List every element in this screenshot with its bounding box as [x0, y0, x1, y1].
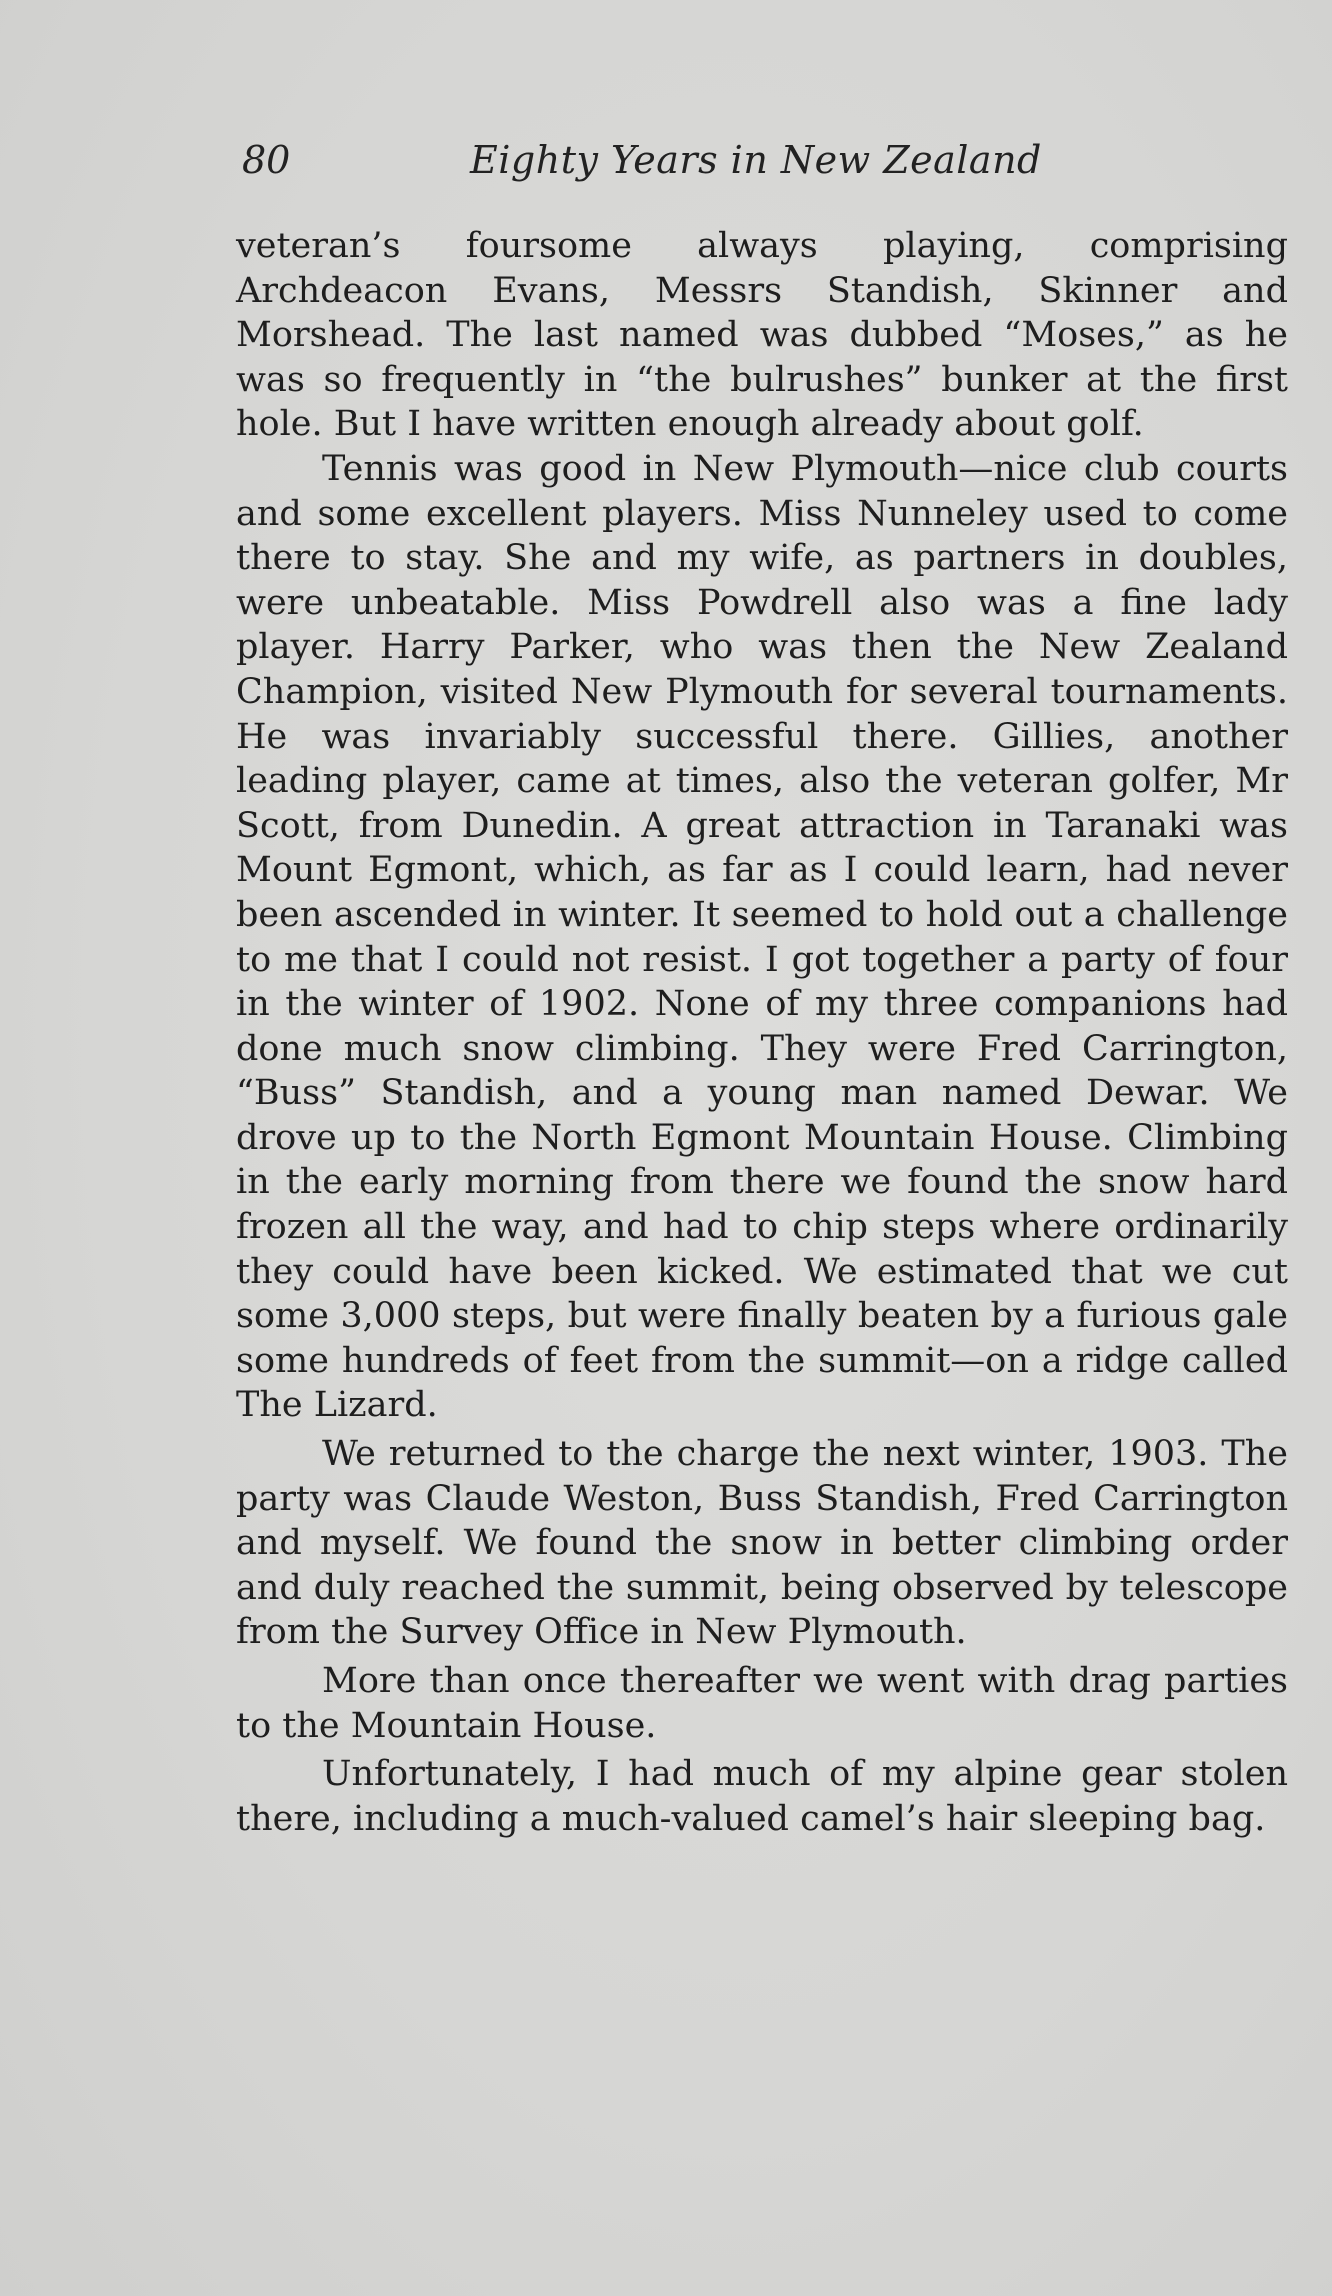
paragraph: More than once thereafter we went with drag parties to the Mountain House.: [236, 1661, 1288, 1746]
paragraph: veteran’s foursome always playing, comprising Archdeacon Evans, Messrs Standish, Skinner and Morshead. The last named was dubbed “Moses,” as he was so frequently in “the bulrushes” bunker at the first hole. But I have written enough already about golf.: [236, 226, 1288, 445]
paragraph: Tennis was good in New Plymouth—nice club courts and some excellent players. Miss Nunneley used to come there to stay. She and my wife, as partners in doubles, were unbeatable. Miss Powdrell also was a fine lady player. Harry Parker, who was then the New Zealand Champion, visited New Plymouth for several tournaments. He was invariably successful there. Gillies, another leading player, came at times, also the veteran golfer, Mr Scott, from Dunedin. A great attraction in Taranaki was Mount Egmont, which, as far as I could learn, had never been ascended in winter. It seemed to hold out a challenge to me that I could not resist. I got together a party of four in the winter of 1902. None of my three companions had done much snow climbing. They were Fred Carrington, “Buss” Standish, and a young man named Dewar. We drove up to the North Egmont Mountain House. Climbing in the early morning from there we found the snow hard frozen all the way, and had to chip steps where ordinarily they could have been kicked. We estimated that we cut some 3,000 steps, but were finally beaten by a furious gale some hundreds of feet from the summit—on a ridge called The Lizard.: [236, 448, 1288, 1426]
running-head: [238, 132, 1286, 188]
body-text: [236, 224, 1288, 1841]
book-title: Eighty Years in New Zealand: [470, 138, 1042, 182]
paragraph: We returned to the charge the next winter, 1903. The party was Claude Weston, Buss Standish, Fred Carrington and myself. We found the snow in better climbing order and duly reached the summit, being observed by telescope from the Survey Office in New Plymouth.: [236, 1434, 1288, 1653]
page-number: 80: [242, 138, 291, 182]
paragraph: Unfortunately, I had much of my alpine gear stolen there, including a much-valued camel’s hair sleeping bag.: [236, 1754, 1288, 1839]
